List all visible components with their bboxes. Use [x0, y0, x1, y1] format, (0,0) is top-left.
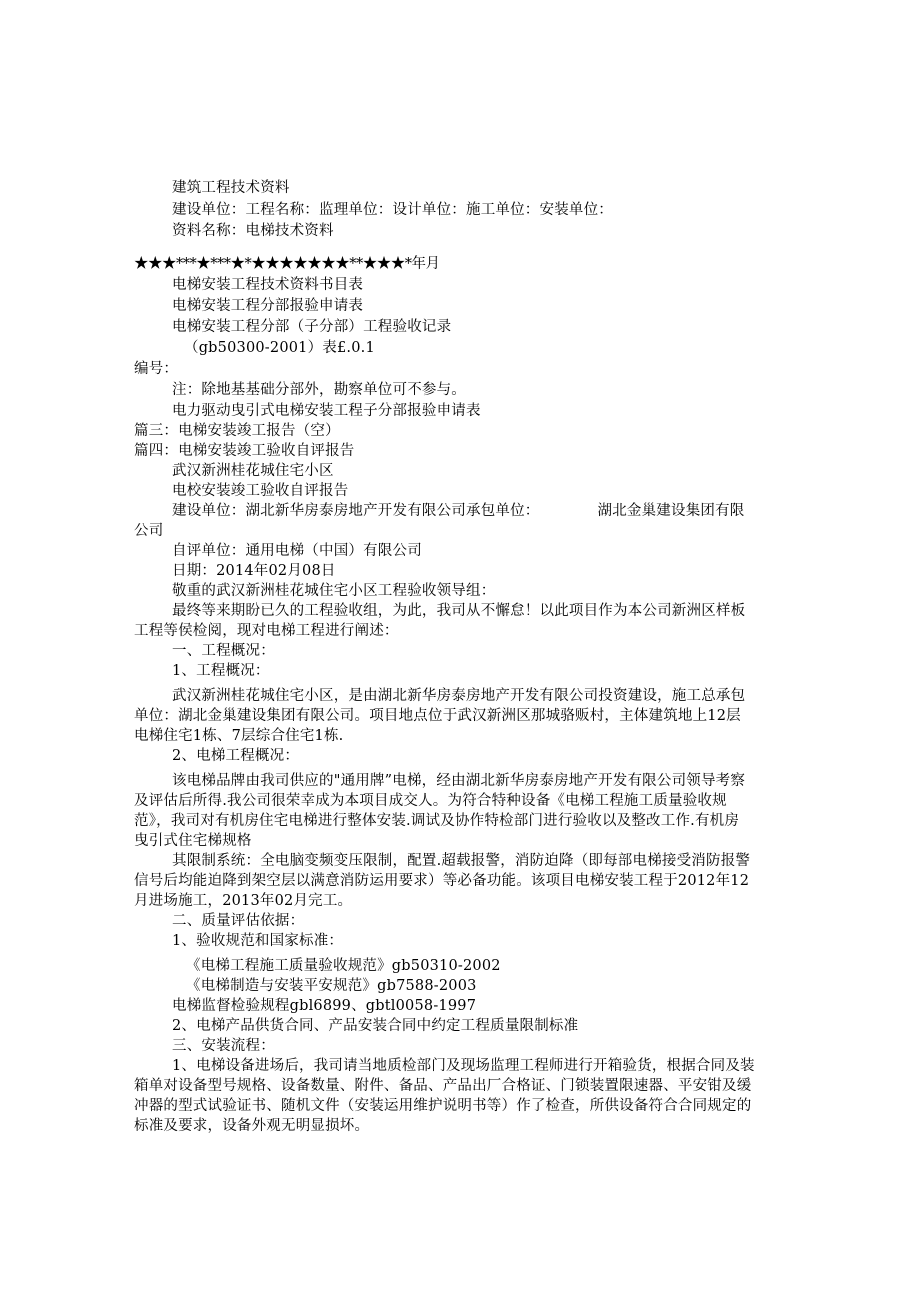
contractor-text: 湖北金巢建设集团有限: [597, 503, 745, 519]
toc-item: 电力驱动曳引式电梯安装工程子分部报验申请表: [172, 403, 481, 419]
paragraph-line: 工程等侯检阅，现对电梯工程进行阐述：: [134, 623, 399, 639]
toc-item: 电梯安装工程技术资料书目表: [172, 277, 364, 293]
paragraph-line: 电梯住宅1栋、7层综合住宅1栋.: [134, 728, 344, 744]
standard-item: 电梯监督检验规程gbl6899、gbtl0058-1997: [172, 998, 477, 1014]
project-name: 武汉新洲桂花城住宅小区: [172, 463, 334, 479]
chapter-heading: 篇三：电梯安装竣工报告（空）: [134, 423, 340, 439]
subsection-heading: 2、电梯工程概况：: [172, 748, 300, 764]
subsection-heading: 1、验收规范和国家标准：: [172, 933, 344, 949]
number-label: 编号：: [134, 361, 179, 377]
construction-unit-text: 建设单位：湖北新华房泰房地产开发有限公司承包单位：: [172, 503, 540, 519]
paragraph-line: 1、电梯设备进场后，我司请当地质检部门及现场监理工程师进行开箱验货，根据合同及装: [172, 1058, 755, 1074]
star-date-line: ★★★***★***★*★★★★★★★**★★★*年月: [134, 256, 440, 272]
chapter-heading: 篇四：电梯安装竣工验收自评报告: [134, 443, 355, 459]
paragraph-line: 其限制系统：全电脑变频变压限制，配置.超载报警，消防迫降（即每部电梯接受消防报警: [172, 853, 751, 869]
toc-item: 电梯安装工程分部报验申请表: [172, 298, 364, 314]
section-heading: 一、工程概况：: [172, 643, 275, 659]
paragraph-line: 箱单对设备型号规格、设备数量、附件、备品、产品出厂合格证、门锁装置限速器、平安钳及缓: [134, 1078, 752, 1094]
paragraph-line: 月进场施工，2013年02月完工。: [134, 893, 353, 909]
paragraph-line: 范》，我司对有机房住宅电梯进行整体安装.调试及协作特检部门进行验收以及整改工作.有机房: [134, 813, 740, 829]
paragraph-line: 公司: [134, 523, 164, 539]
standard-reference: （gb50300-2001）表£.0.1: [184, 340, 375, 356]
doc-title: 建筑工程技术资料: [172, 180, 290, 196]
standard-item: 《电梯制造与安装平安规范》gb7588-2003: [186, 978, 477, 994]
construction-unit-line: [172, 501, 745, 521]
report-title: 电校安装竣工验收自评报告: [172, 483, 349, 499]
toc-item: 电梯安装工程分部（子分部）工程验收记录: [172, 319, 452, 335]
subsection-heading: 2、电梯产品供货合同、产品安装合同中约定工程质量限制标准: [172, 1018, 579, 1034]
subsection-heading: 1、工程概况：: [172, 663, 270, 679]
report-date: 日期：2014年02月08日: [172, 563, 336, 579]
note-line: 注：除地基基础分部外，勘察单位可不参与。: [172, 382, 466, 398]
paragraph-line: 信号后均能迫降到架空层以满意消防运用要求）等必备功能。该项目电梯安装工程于2012年12: [134, 873, 750, 889]
standard-item: 《电梯工程施工质量验收规范》gb50310-2002: [186, 958, 501, 974]
material-name-line: 资料名称：电梯技术资料: [172, 223, 334, 239]
paragraph-line: 曳引式住宅梯规格: [134, 833, 252, 849]
paragraph-line: 冲器的型式试验证书、随机文件（安装运用维护说明书等）作了检查，所供设备符合合同规定的: [134, 1098, 752, 1114]
paragraph-line: 该电梯品牌由我司供应的"通用牌”电梯，经由湖北新华房泰房地产开发有限公司领导考察: [172, 773, 746, 789]
section-heading: 二、质量评估依据：: [172, 913, 305, 929]
section-heading: 三、安装流程：: [172, 1038, 275, 1054]
evaluation-unit: 自评单位：通用电梯（中国）有限公司: [172, 543, 422, 559]
salutation: 敬重的武汉新洲桂花城住宅小区工程验收领导组：: [172, 583, 496, 599]
paragraph-line: 最终等来期盼已久的工程验收组，为此，我司从不懈怠！以此项目作为本公司新洲区样板: [172, 603, 746, 619]
paragraph-line: 单位：湖北金巢建设集团有限公司。项目地点位于武汉新洲区那城骆贩村，主体建筑地上12层: [134, 708, 741, 724]
paragraph-line: 武汉新洲桂花城住宅小区，是由湖北新华房泰房地产开发有限公司投资建设，施工总承包: [172, 688, 746, 704]
paragraph-line: 及评估后所得.我公司很荣幸成为本项目成交人。为符合特种设备《电梯工程施工质量验收规: [134, 793, 727, 809]
project-units-line: 建设单位：工程名称：监理单位：设计单位：施工单位：安装单位：: [172, 202, 613, 218]
paragraph-line: 标准及要求，设备外观无明显损坏。: [134, 1118, 370, 1134]
